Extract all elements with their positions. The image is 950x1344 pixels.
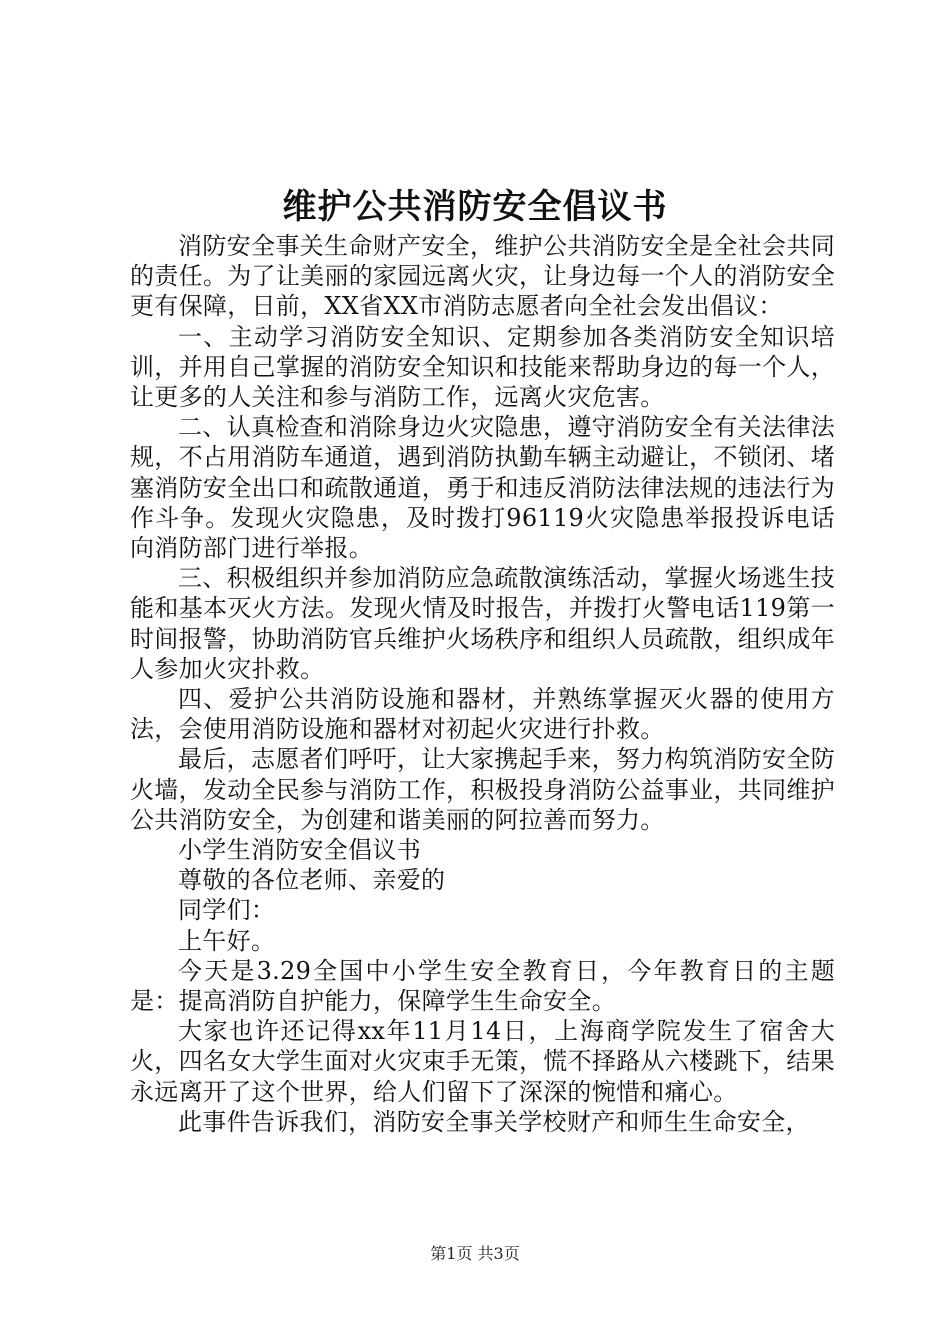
document-body (130, 231, 835, 1137)
paragraph-incident: 大家也许还记得xx年11月14日，上海商学院发生了宿舍大火，四名女大学生面对火灾束手无策，慌不择路从六楼跳下，结果永远离开了这个世界，给人们留下了深深的惋惜和痛心。 (130, 1017, 835, 1106)
paragraph-closing: 最后，志愿者们呼吁，让大家携起手来，努力构筑消防安全防火墙，发动全民参与消防工作，积极投身消防公益事业，共同维护公共消防安全，为创建和谐美丽的阿拉善而努力。 (130, 745, 835, 834)
paragraph-safety-day: 今天是3.29全国中小学生安全教育日，今年教育日的主题是：提高消防自护能力，保障学生生命安全。 (130, 956, 835, 1016)
paragraph-lesson: 此事件告诉我们，消防安全事关学校财产和师生生命安全， (178, 1107, 810, 1136)
paragraph-item-2: 二、认真检查和消除身边火灾隐患，遵守消防安全有关法律法规，不占用消防车通道，遇到消防执勤车辆主动避让，不锁闭、堵塞消防安全出口和疏散通道，勇于和违反消防法律法规的违法行为作斗争。发现火灾隐患，及时拨打96119火灾隐患举报投诉电话向消防部门进行举报。 (130, 413, 835, 563)
salutation-line-1: 尊敬的各位老师、亲爱的 (178, 866, 446, 895)
page-footer: 第1页 共3页 (430, 1244, 520, 1263)
paragraph-intro: 消防安全事关生命财产安全，维护公共消防安全是全社会共同的责任。为了让美丽的家园远离火灾，让身边每一个人的消防安全更有保障，日前，XX省XX市消防志愿者向全社会发出倡议： (130, 232, 835, 321)
section-heading: 小学生消防安全倡议书 (178, 836, 421, 865)
paragraph-item-1: 一、主动学习消防安全知识、定期参加各类消防安全知识培训，并用自己掌握的消防安全知识和技能来帮助身边的每一个人，让更多的人关注和参与消防工作，远离火灾危害。 (130, 322, 835, 412)
greeting: 上午好。 (178, 926, 276, 955)
paragraph-item-3: 三、积极组织并参加消防应急疏散演练活动，掌握火场逃生技能和基本灭火方法。发现火情及时报告，并拨打火警电话119第一时间报警，协助消防官兵维护火场秩序和组织人员疏散，组织成年人参加火灾扑救。 (130, 564, 835, 683)
paragraph-item-4: 四、爱护公共消防设施和器材，并熟练掌握灭火器的使用方法，会使用消防设施和器材对初起火灾进行扑救。 (130, 685, 835, 744)
document-title: 维护公共消防安全倡议书 (282, 187, 668, 227)
salutation-line-2: 同学们： (178, 896, 276, 925)
